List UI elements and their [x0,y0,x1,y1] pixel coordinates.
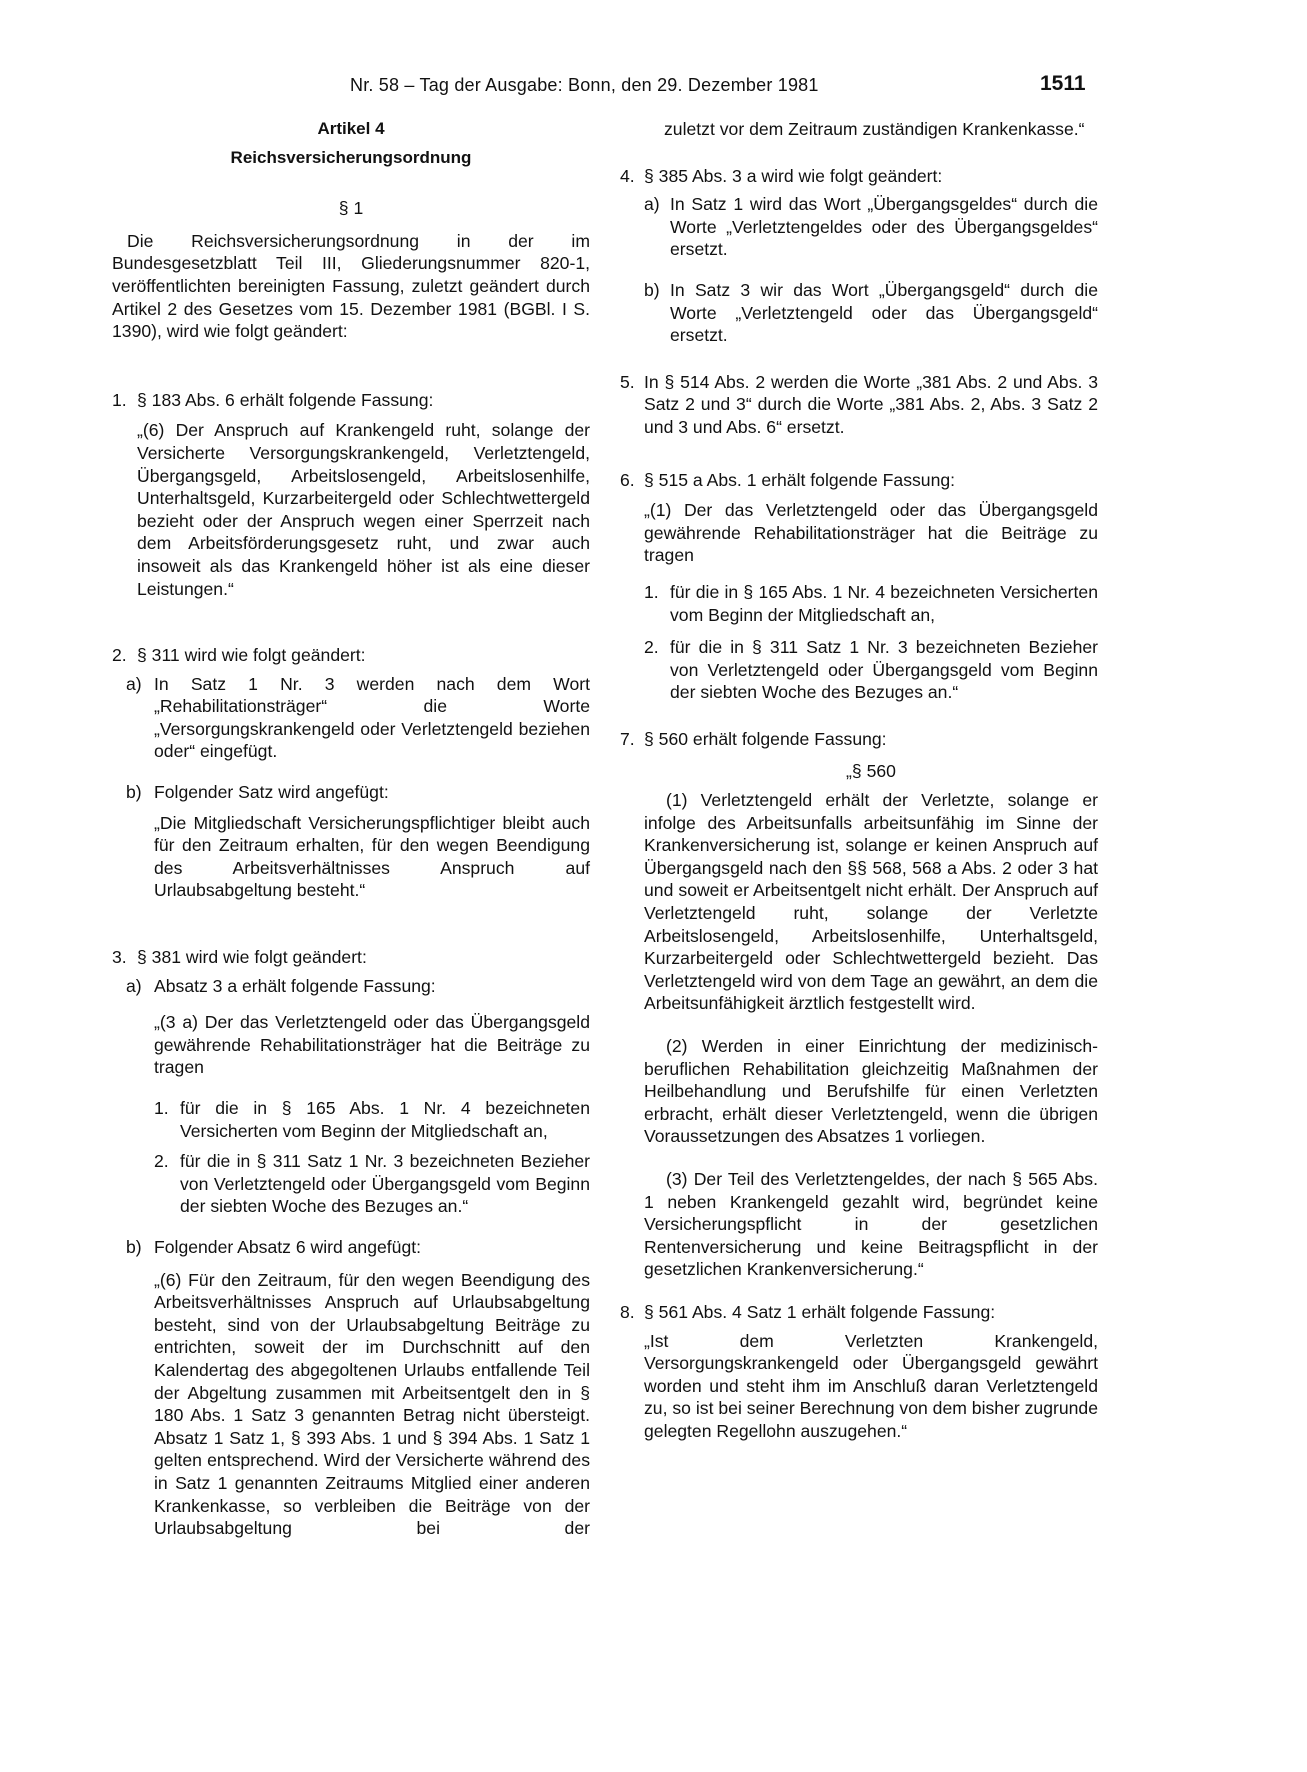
sub-item-b [126,781,590,804]
numbered-sub-item-2 [154,1150,590,1218]
sub-item-text: Folgender Absatz 6 wird angefügt: [154,1236,422,1257]
sub-item-text: In Satz 1 Nr. 3 werden nach dem Wort „Rehabilitationsträger“ die Worte „Versorgungskrankengeld oder Verletztengeld beziehen oder“ eingefügt. [154,673,590,762]
item-text: § 561 Abs. 4 Satz 1 erhält folgende Fassung: [644,1301,996,1322]
sub-item-letter: b) [126,1236,142,1257]
list-item-3 [112,946,590,969]
list-item-4 [620,165,1098,188]
item-number: 3. [112,947,127,968]
numbered-sub-item-1 [154,1097,590,1142]
item-number: 8. [620,1301,635,1322]
item-number: 2. [112,645,127,666]
sub-item-text: In Satz 3 wir das Wort „Übergangsgeld“ durch die Worte „Verletztengeld oder das Übergangsgeld“ ersetzt. [670,279,1098,346]
sub-item-a [644,193,1098,261]
item-number: 5. [620,371,635,392]
list-item-2 [112,644,590,667]
quote-paragraph: „Ist dem Verletzten Krankengeld, Versorgungskrankengeld oder Übergangsgeld gewährt worden und steht ihm im Anschluß daran Verletztengeld zu, so ist bei seiner Berechnung von dem bisher zugrunde gelegten Regellohn auszugehen.“ [644,1330,1098,1441]
quote-paragraph: „Die Mitgliedschaft Versicherungspflichtiger bleibt auch für den Zeitraum erhalten, für den wegen Beendigung des Arbeitsverhältnisses Anspruch auf Urlaubsabgeltung besteht.“ [154,812,590,901]
numbered-sub-item-2 [644,636,1098,704]
item-number: 7. [620,728,635,749]
item-text: § 183 Abs. 6 erhält folgende Fassung: [137,389,434,410]
item-text: § 381 wird wie folgt geändert: [137,947,367,968]
item-text: § 515 a Abs. 1 erhält folgende Fassung: [644,469,956,490]
paragraph-1: (1) Verletztengeld erhält der Verletzte, solange er infolge des Arbeitsunfalls arbeitsunfähig im Sinne der Krankenversicherung ist, solange er keinen Anspruch auf Übergangsgeld nach den §§ 568, 568 a Abs. 2 oder 3 hat und soweit er Arbeitsentgelt nicht erhält. Der Anspruch auf Verletztengeld ruht, solange der Verletzte Arbeitslosengeld, Arbeitslosenhilfe, Unterhaltsgeld, Kurzarbeitergeld oder Schlechtwettergeld bezieht. Das Verletztengeld wird von dem Tage an gewährt, an dem die Arbeitsunfähigkeit ärztlich festgestellt wird. [644,790,1098,1014]
list-item-7 [620,728,1098,751]
issue-header: Nr. 58 – Tag der Ausgabe: Bonn, den 29. Dezember 1981 [350,75,819,95]
sub-item-number: 2. [154,1151,169,1172]
sub-item-text: für die in § 165 Abs. 1 Nr. 4 bezeichneten Versicherten vom Beginn der Mitgliedschaft an, [180,1098,590,1141]
paragraph-2: (2) Werden in einer Einrichtung der medizinisch-beruflichen Rehabilitation gleichzeitig Maßnahmen der Heilbehandlung und Berufshilfe für einen Verletzten erbracht, erhält dieser Verletztengeld, wenn die übrigen Voraussetzungen des Absatzes 1 vorliegen. [644,1036,1098,1147]
section-heading: § 1 [338,198,364,219]
right-column [620,118,1098,1443]
sub-item-letter: b) [644,279,660,300]
quote-paragraph: „(6) Der Anspruch auf Krankengeld ruht, solange der Versicherte Versorgungskrankengeld, Verletztengeld, Übergangsgeld, Arbeitslosengeld, Arbeitslosenhilfe, Unterhaltsgeld, Kurzarbeitergeld oder Schlechtwettergeld bezieht oder der Anspruch wegen einer Sperrzeit nach dem Arbeitsförderungsgesetz ruht, und zwar auch insoweit als das Krankengeld höher ist als eine dieser Leistungen.“ [137,420,590,599]
quote-paragraph: „(1) Der das Verletztengeld oder das Übergangsgeld gewährende Rehabilitationsträger hat die Beiträge zu tragen [644,500,1098,566]
page-number: 1511 [1040,72,1086,95]
left-column [112,118,590,1540]
item-number: 4. [620,165,635,186]
continuation-text: zuletzt vor dem Zeitraum zuständigen Krankenkasse.“ [664,119,1085,139]
sub-item-a [126,975,590,998]
sub-item-letter: a) [126,975,142,996]
quote-paragraph: „(3 a) Der das Verletztengeld oder das Übergangsgeld gewährende Rehabilitationsträger hat die Beiträge zu tragen [154,1012,590,1078]
sub-item-letter: b) [126,782,142,803]
item-number: 1. [112,389,127,410]
list-item-5 [620,371,1098,439]
intro-paragraph: Die Reichsversicherungsordnung in der im Bundesgesetzblatt Teil III, Gliederungsnummer 820-1, veröffentlichten bereinigten Fassung, zuletzt geändert durch Artikel 2 des Gesetzes vom 15. Dezember 1981 (BGBl. I S. 1390), wird wie folgt geändert: [112,230,590,342]
item-text: § 560 erhält folgende Fassung: [644,728,887,749]
sub-item-letter: a) [644,194,660,215]
item-number: 6. [620,469,635,490]
section-heading: „§ 560 [846,761,896,782]
article-title: Artikel 4 [317,119,385,138]
sub-item-a [126,673,590,763]
list-item-1 [112,389,590,412]
list-item-6 [620,469,1098,492]
sub-item-number: 1. [644,581,659,602]
sub-item-number: 1. [154,1098,169,1118]
numbered-sub-item-1 [644,581,1098,626]
sub-item-b [126,1236,590,1259]
sub-item-text: für die in § 311 Satz 1 Nr. 3 bezeichneten Bezieher von Verletztengeld oder Übergangsgeld vom Beginn der siebten Woche des Bezuges an.“ [670,637,1098,703]
sub-item-text: In Satz 1 wird das Wort „Übergangsgeldes“ durch die Worte „Verletztengeldes oder des Übergangsgeldes“ ersetzt. [670,194,1098,260]
sub-item-text: für die in § 311 Satz 1 Nr. 3 bezeichneten Bezieher von Verletztengeld oder Übergangsgeld vom Beginn der siebten Woche des Bezuges an.“ [180,1151,590,1217]
sub-item-letter: a) [126,673,142,694]
sub-item-b [644,279,1098,347]
quote-paragraph: „(6) Für den Zeitraum, für den wegen Beendigung des Arbeitsverhältnisses Anspruch auf Urlaubsabgeltung besteht, sind von der Urlaubsabgeltung Beiträge zu entrichten, soweit der im Durchschnitt auf den Kalendertag des abgegoltenen Urlaubs entfallende Teil der Abgeltung zusammen mit Arbeitsentgelt den in § 180 Abs. 1 Satz 3 genannten Betrag nicht übersteigt. Absatz 1 Satz 1, § 393 Abs. 1 und § 394 Abs. 1 Satz 1 gelten entsprechend. Wird der Versicherte während des in Satz 1 genannten Zeitraums Mitglied einer anderen Krankenkasse, so verbleiben die Beiträge von der Urlaubsabgeltung bei der [154,1269,590,1539]
item-text: § 311 wird wie folgt geändert: [137,645,366,666]
sub-item-number: 2. [644,637,659,658]
item-text: § 385 Abs. 3 a wird wie folgt geändert: [644,165,943,186]
sub-item-text: Folgender Satz wird angefügt: [154,782,389,803]
list-item-8 [620,1301,1098,1324]
sub-item-text: für die in § 165 Abs. 1 Nr. 4 bezeichneten Versicherten vom Beginn der Mitgliedschaft an, [670,581,1098,625]
sub-item-text: Absatz 3 a erhält folgende Fassung: [154,975,436,996]
item-text: In § 514 Abs. 2 werden die Worte „381 Abs. 2 und Abs. 3 Satz 2 und 3“ durch die Worte „381 Abs. 2, Abs. 3 Satz 2 und 3 und Abs. 6“ ersetzt. [644,371,1098,437]
paragraph-3: (3) Der Teil des Verletztengeldes, der nach § 565 Abs. 1 neben Krankengeld gezahlt wird, begründet keine Versicherungspflicht in der gesetzlichen Rentenversicherung und keine Beitragspflicht in der gesetzlichen Krankenversicherung.“ [644,1168,1098,1280]
law-title: Reichsversicherungsordnung [230,147,472,167]
